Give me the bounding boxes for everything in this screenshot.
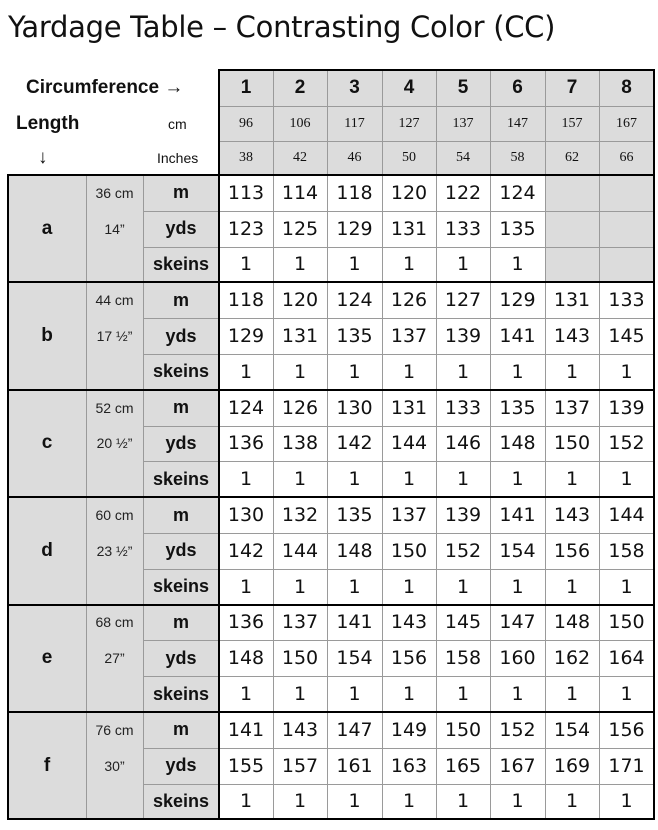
value-cell: 141	[499, 325, 536, 348]
value-cell: 1	[348, 575, 361, 598]
value-cell: 1	[402, 575, 416, 598]
value-cell	[599, 211, 654, 247]
value-cell: 135	[336, 504, 373, 527]
unit-label: skeins	[152, 253, 210, 274]
value-cell	[545, 247, 599, 283]
value-cell	[545, 175, 599, 211]
grid-line	[219, 106, 654, 107]
value-cell: 137	[281, 611, 319, 634]
grid-line	[653, 70, 655, 819]
grid-line	[218, 70, 220, 819]
value-cell: 120	[281, 289, 319, 312]
value-cell: 131	[390, 396, 428, 419]
value-cell: 1	[402, 790, 416, 813]
value-cell: 141	[499, 504, 536, 527]
value-cell: 1	[456, 360, 470, 383]
value-cell: 132	[281, 504, 319, 527]
value-cell: 148	[499, 432, 536, 455]
value-cell: 156	[553, 539, 591, 562]
value-cell: 129	[336, 217, 373, 240]
grid-line	[382, 70, 383, 819]
value-cell: 167	[499, 754, 536, 777]
value-cell: 135	[499, 217, 536, 240]
size-inches: 38	[239, 150, 253, 165]
grid-line	[7, 281, 655, 283]
value-cell: 1	[402, 360, 416, 383]
value-cell: 1	[511, 253, 524, 276]
size-number: 8	[621, 77, 632, 98]
value-cell: 1	[565, 575, 579, 598]
size-cm: 147	[507, 115, 528, 131]
value-cell: 143	[553, 504, 591, 527]
value-cell: 1	[293, 468, 307, 491]
value-cell: 1	[239, 575, 253, 598]
length-inches: 20 ½”	[96, 435, 133, 452]
value-cell: 148	[227, 647, 265, 670]
size-number: 4	[403, 77, 415, 98]
value-cell: 158	[608, 539, 645, 562]
length-inches: 30”	[104, 757, 125, 774]
length-cm: 52 cm	[95, 399, 134, 416]
size-cm: 137	[452, 115, 474, 131]
grid-line	[218, 69, 655, 71]
size-inches: 54	[456, 150, 470, 165]
value-cell: 148	[553, 611, 591, 634]
value-cell: 150	[553, 432, 591, 455]
value-cell: 1	[565, 790, 579, 813]
value-cell: 1	[565, 683, 579, 706]
grid-line	[7, 389, 655, 391]
grid-line	[7, 174, 655, 176]
unit-label: skeins	[152, 468, 210, 489]
value-cell: 142	[336, 432, 373, 455]
value-cell: 125	[281, 217, 319, 240]
value-cell: 129	[227, 325, 265, 348]
value-cell: 144	[281, 539, 319, 562]
value-cell: 157	[281, 754, 319, 777]
circumference-label: Circumference →	[26, 77, 184, 98]
value-cell: 152	[608, 432, 645, 455]
value-cell: 1	[511, 790, 524, 813]
value-cell: 154	[553, 718, 591, 741]
size-number: 1	[240, 77, 252, 98]
value-cell: 124	[336, 289, 373, 312]
value-cell: 1	[456, 790, 470, 813]
value-cell: 124	[227, 396, 265, 419]
value-cell: 152	[499, 718, 536, 741]
inches-label: Inches	[157, 150, 199, 166]
value-cell: 137	[553, 396, 591, 419]
unit-label: skeins	[152, 361, 210, 382]
grid-line	[7, 711, 655, 713]
value-cell: 150	[390, 539, 428, 562]
value-cell: 143	[281, 718, 319, 741]
value-cell: 133	[608, 289, 645, 312]
value-cell: 152	[444, 539, 482, 562]
value-cell: 144	[608, 504, 645, 527]
value-cell: 1	[239, 683, 253, 706]
size-inches: 66	[619, 150, 634, 165]
grid-line	[219, 141, 654, 142]
value-cell: 145	[444, 611, 482, 634]
value-cell: 135	[499, 396, 536, 419]
value-cell: 1	[620, 683, 633, 706]
size-cm: 106	[289, 115, 311, 131]
cm-label: cm	[168, 116, 187, 132]
value-cell: 141	[227, 718, 265, 741]
unit-label: yds	[165, 755, 197, 776]
value-cell: 1	[402, 683, 416, 706]
value-cell: 154	[499, 539, 536, 562]
length-letter: a	[41, 217, 53, 239]
grid-line	[273, 70, 274, 819]
value-cell: 1	[511, 468, 524, 491]
value-cell: 131	[281, 325, 319, 348]
value-cell: 1	[402, 468, 416, 491]
value-cell: 169	[553, 754, 591, 777]
value-cell: 130	[227, 504, 265, 527]
value-cell: 1	[620, 468, 633, 491]
value-cell: 1	[565, 360, 579, 383]
value-cell: 150	[608, 611, 645, 634]
value-cell: 133	[444, 396, 482, 419]
value-cell: 1	[293, 683, 307, 706]
value-cell: 1	[620, 790, 633, 813]
value-cell: 161	[336, 754, 373, 777]
length-cm: 60 cm	[95, 507, 134, 524]
value-cell: 1	[620, 360, 633, 383]
value-cell: 143	[390, 611, 428, 634]
value-cell: 124	[499, 181, 536, 204]
value-cell: 148	[336, 539, 373, 562]
value-cell: 143	[553, 325, 591, 348]
unit-label: m	[172, 397, 189, 418]
unit-label: m	[172, 504, 189, 525]
value-cell: 1	[348, 790, 361, 813]
length-cm: 36 cm	[95, 184, 134, 201]
size-cm: 157	[561, 115, 583, 131]
value-cell: 1	[348, 683, 361, 706]
length-letter: c	[41, 432, 53, 454]
length-cm: 76 cm	[95, 721, 134, 738]
unit-label: yds	[165, 218, 197, 239]
unit-label: m	[172, 611, 189, 632]
value-cell: 120	[390, 181, 428, 204]
value-cell: 131	[553, 289, 591, 312]
value-cell: 139	[444, 504, 482, 527]
value-cell: 113	[227, 181, 265, 204]
value-cell: 127	[444, 289, 482, 312]
value-cell: 136	[227, 432, 265, 455]
unit-label: yds	[165, 432, 197, 453]
value-cell: 164	[608, 647, 645, 670]
size-number: 7	[566, 77, 578, 98]
unit-label: m	[172, 719, 189, 740]
length-letter: d	[41, 539, 53, 561]
length-letter: f	[43, 754, 51, 776]
value-cell: 165	[444, 754, 482, 777]
unit-label: m	[172, 289, 189, 310]
size-inches: 58	[510, 150, 525, 165]
unit-label: skeins	[152, 683, 210, 704]
value-cell: 1	[511, 575, 524, 598]
length-inches: 23 ½”	[96, 542, 133, 559]
length-cm: 44 cm	[95, 292, 134, 309]
grid-line	[7, 604, 655, 606]
value-cell: 160	[499, 647, 536, 670]
grid-line	[545, 70, 546, 819]
value-cell: 145	[608, 325, 645, 348]
value-cell: 1	[456, 253, 470, 276]
size-number: 6	[512, 77, 523, 98]
length-cm: 68 cm	[95, 614, 134, 631]
value-cell: 126	[281, 396, 319, 419]
value-cell: 138	[281, 432, 319, 455]
value-cell: 1	[456, 468, 470, 491]
value-cell: 150	[281, 647, 319, 670]
value-cell: 122	[444, 181, 482, 204]
value-cell	[545, 211, 599, 247]
unit-label: yds	[165, 325, 197, 346]
length-inches: 17 ½”	[96, 328, 133, 345]
value-cell: 155	[227, 754, 265, 777]
value-cell: 1	[348, 253, 361, 276]
length-inches: 27”	[104, 650, 125, 667]
grid-line	[436, 70, 437, 819]
value-cell: 158	[444, 647, 482, 670]
size-number: 2	[294, 77, 306, 98]
size-cm: 96	[239, 115, 253, 131]
unit-label: m	[172, 182, 189, 203]
value-cell: 1	[456, 575, 470, 598]
value-cell: 1	[348, 468, 361, 491]
value-cell: 137	[390, 504, 428, 527]
value-cell: 139	[444, 325, 482, 348]
grid-line	[490, 70, 491, 819]
value-cell: 1	[239, 253, 253, 276]
value-cell: 118	[336, 181, 373, 204]
unit-label: yds	[165, 540, 197, 561]
value-cell: 149	[390, 718, 428, 741]
value-cell: 162	[553, 647, 591, 670]
value-cell	[599, 175, 654, 211]
value-cell: 1	[293, 360, 307, 383]
value-cell: 135	[336, 325, 373, 348]
value-cell: 1	[239, 468, 253, 491]
grid-line	[7, 496, 655, 498]
value-cell: 144	[390, 432, 428, 455]
value-cell: 114	[281, 181, 319, 204]
size-number: 3	[349, 77, 360, 98]
down-arrow-icon: ↓	[38, 147, 48, 168]
size-cm: 117	[344, 115, 365, 131]
value-cell: 141	[336, 611, 373, 634]
value-cell: 1	[239, 360, 253, 383]
value-cell: 139	[608, 396, 645, 419]
value-cell: 123	[227, 217, 265, 240]
value-cell: 154	[336, 647, 373, 670]
value-cell: 1	[293, 790, 307, 813]
value-cell: 142	[227, 539, 265, 562]
value-cell: 147	[499, 611, 536, 634]
size-inches: 62	[565, 150, 579, 165]
page-title: Yardage Table – Contrasting Color (CC)	[8, 10, 556, 44]
value-cell: 147	[336, 718, 373, 741]
value-cell: 171	[608, 754, 645, 777]
value-cell: 156	[390, 647, 428, 670]
value-cell: 136	[227, 611, 265, 634]
value-cell: 1	[565, 468, 579, 491]
value-cell: 133	[444, 217, 482, 240]
grid-line	[327, 70, 328, 819]
size-inches: 42	[293, 150, 307, 165]
value-cell: 1	[239, 790, 253, 813]
value-cell: 1	[511, 683, 524, 706]
size-inches: 46	[347, 150, 362, 165]
size-cm: 167	[616, 115, 637, 131]
value-cell: 1	[402, 253, 416, 276]
length-inches: 14”	[104, 220, 125, 237]
size-cm: 127	[398, 115, 420, 131]
value-cell: 129	[499, 289, 536, 312]
value-cell: 163	[390, 754, 428, 777]
length-letter: e	[41, 647, 53, 669]
length-letter: b	[41, 325, 53, 347]
value-cell: 146	[444, 432, 482, 455]
size-inches: 50	[402, 150, 416, 165]
grid-line	[599, 70, 600, 819]
grid-line	[7, 818, 655, 820]
unit-label: skeins	[152, 790, 210, 811]
value-cell: 1	[293, 575, 307, 598]
value-cell: 126	[390, 289, 428, 312]
value-cell: 156	[608, 718, 645, 741]
value-cell: 1	[620, 575, 633, 598]
value-cell: 131	[390, 217, 428, 240]
unit-label: skeins	[152, 576, 210, 597]
value-cell	[599, 247, 654, 283]
value-cell: 130	[336, 396, 373, 419]
value-cell: 1	[456, 683, 470, 706]
length-label: Length	[16, 113, 80, 134]
value-cell: 118	[227, 289, 265, 312]
unit-label: yds	[165, 647, 197, 668]
value-cell: 1	[511, 360, 524, 383]
size-number: 5	[457, 77, 469, 98]
value-cell: 1	[348, 360, 361, 383]
value-cell: 1	[293, 253, 307, 276]
value-cell: 150	[444, 718, 482, 741]
value-cell: 137	[390, 325, 428, 348]
